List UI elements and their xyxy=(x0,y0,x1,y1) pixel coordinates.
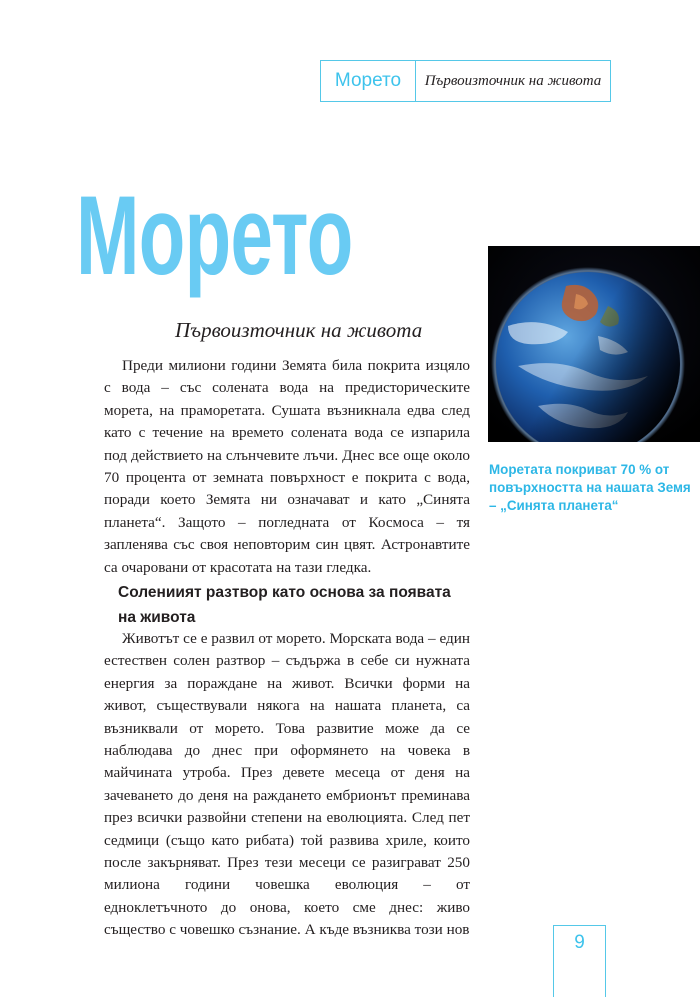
page-subtitle: Първоизточник на живота xyxy=(175,318,423,342)
page-title: Морето xyxy=(76,173,353,298)
earth-photo xyxy=(488,246,700,442)
section-heading: Солениият разтвор като основа за появата на живота xyxy=(118,584,451,626)
photo-caption: Моретата покриват 70 % от повърхността на нашата Земя – „Синята планета“ xyxy=(489,462,691,513)
body-paragraph-1: Преди милиони години Земята била покрита изцяло с вода – със солената вода на предисторическите морета, на праморетата. Сушата възникнала едва след като с течение на времето солената вода се изпарила под действието на слънчевите лъчи. Днес все още около 70 процента от земната повърхност е покрита с вода, поради което Земята ни означават и като „Синята планета“. Защото – погледната от Космоса – тя запленява със своя неповторим син цвят. Астронавтите са очаровани от красотата на тази гледка. xyxy=(104,357,470,576)
body-paragraph-2: Животът се е развил от морето. Морската вода – един естествен солен разтвор – съдържа в себе си нужната енергия за пораждане на живот. Всички форми на живот, съществували някога на нашата планета, са възниквали от морето. Това развитие може да се наблюдава до днес при оформянето на човека в майчината утроба. През девете месеца от деня на зачеването до деня на раждането ембрионът преминава през всички развойни степени на еволюцията. След пет седмици (също като рибата) той развива хриле, които после закърняват. През тези месеци се разиграват 250 милиона години човешка еволюция – от едноклетъчното до онова, което сме днес: живо същество с човешко съзнание. А къде възниква този нов xyxy=(104,630,470,939)
running-header-section: Морето xyxy=(334,70,402,91)
page-number-box xyxy=(553,925,606,997)
running-header-subtitle: Първоизточник на живота xyxy=(424,72,602,89)
running-header xyxy=(320,60,611,102)
page-number: 9 xyxy=(574,932,585,953)
earth-icon xyxy=(488,246,700,442)
